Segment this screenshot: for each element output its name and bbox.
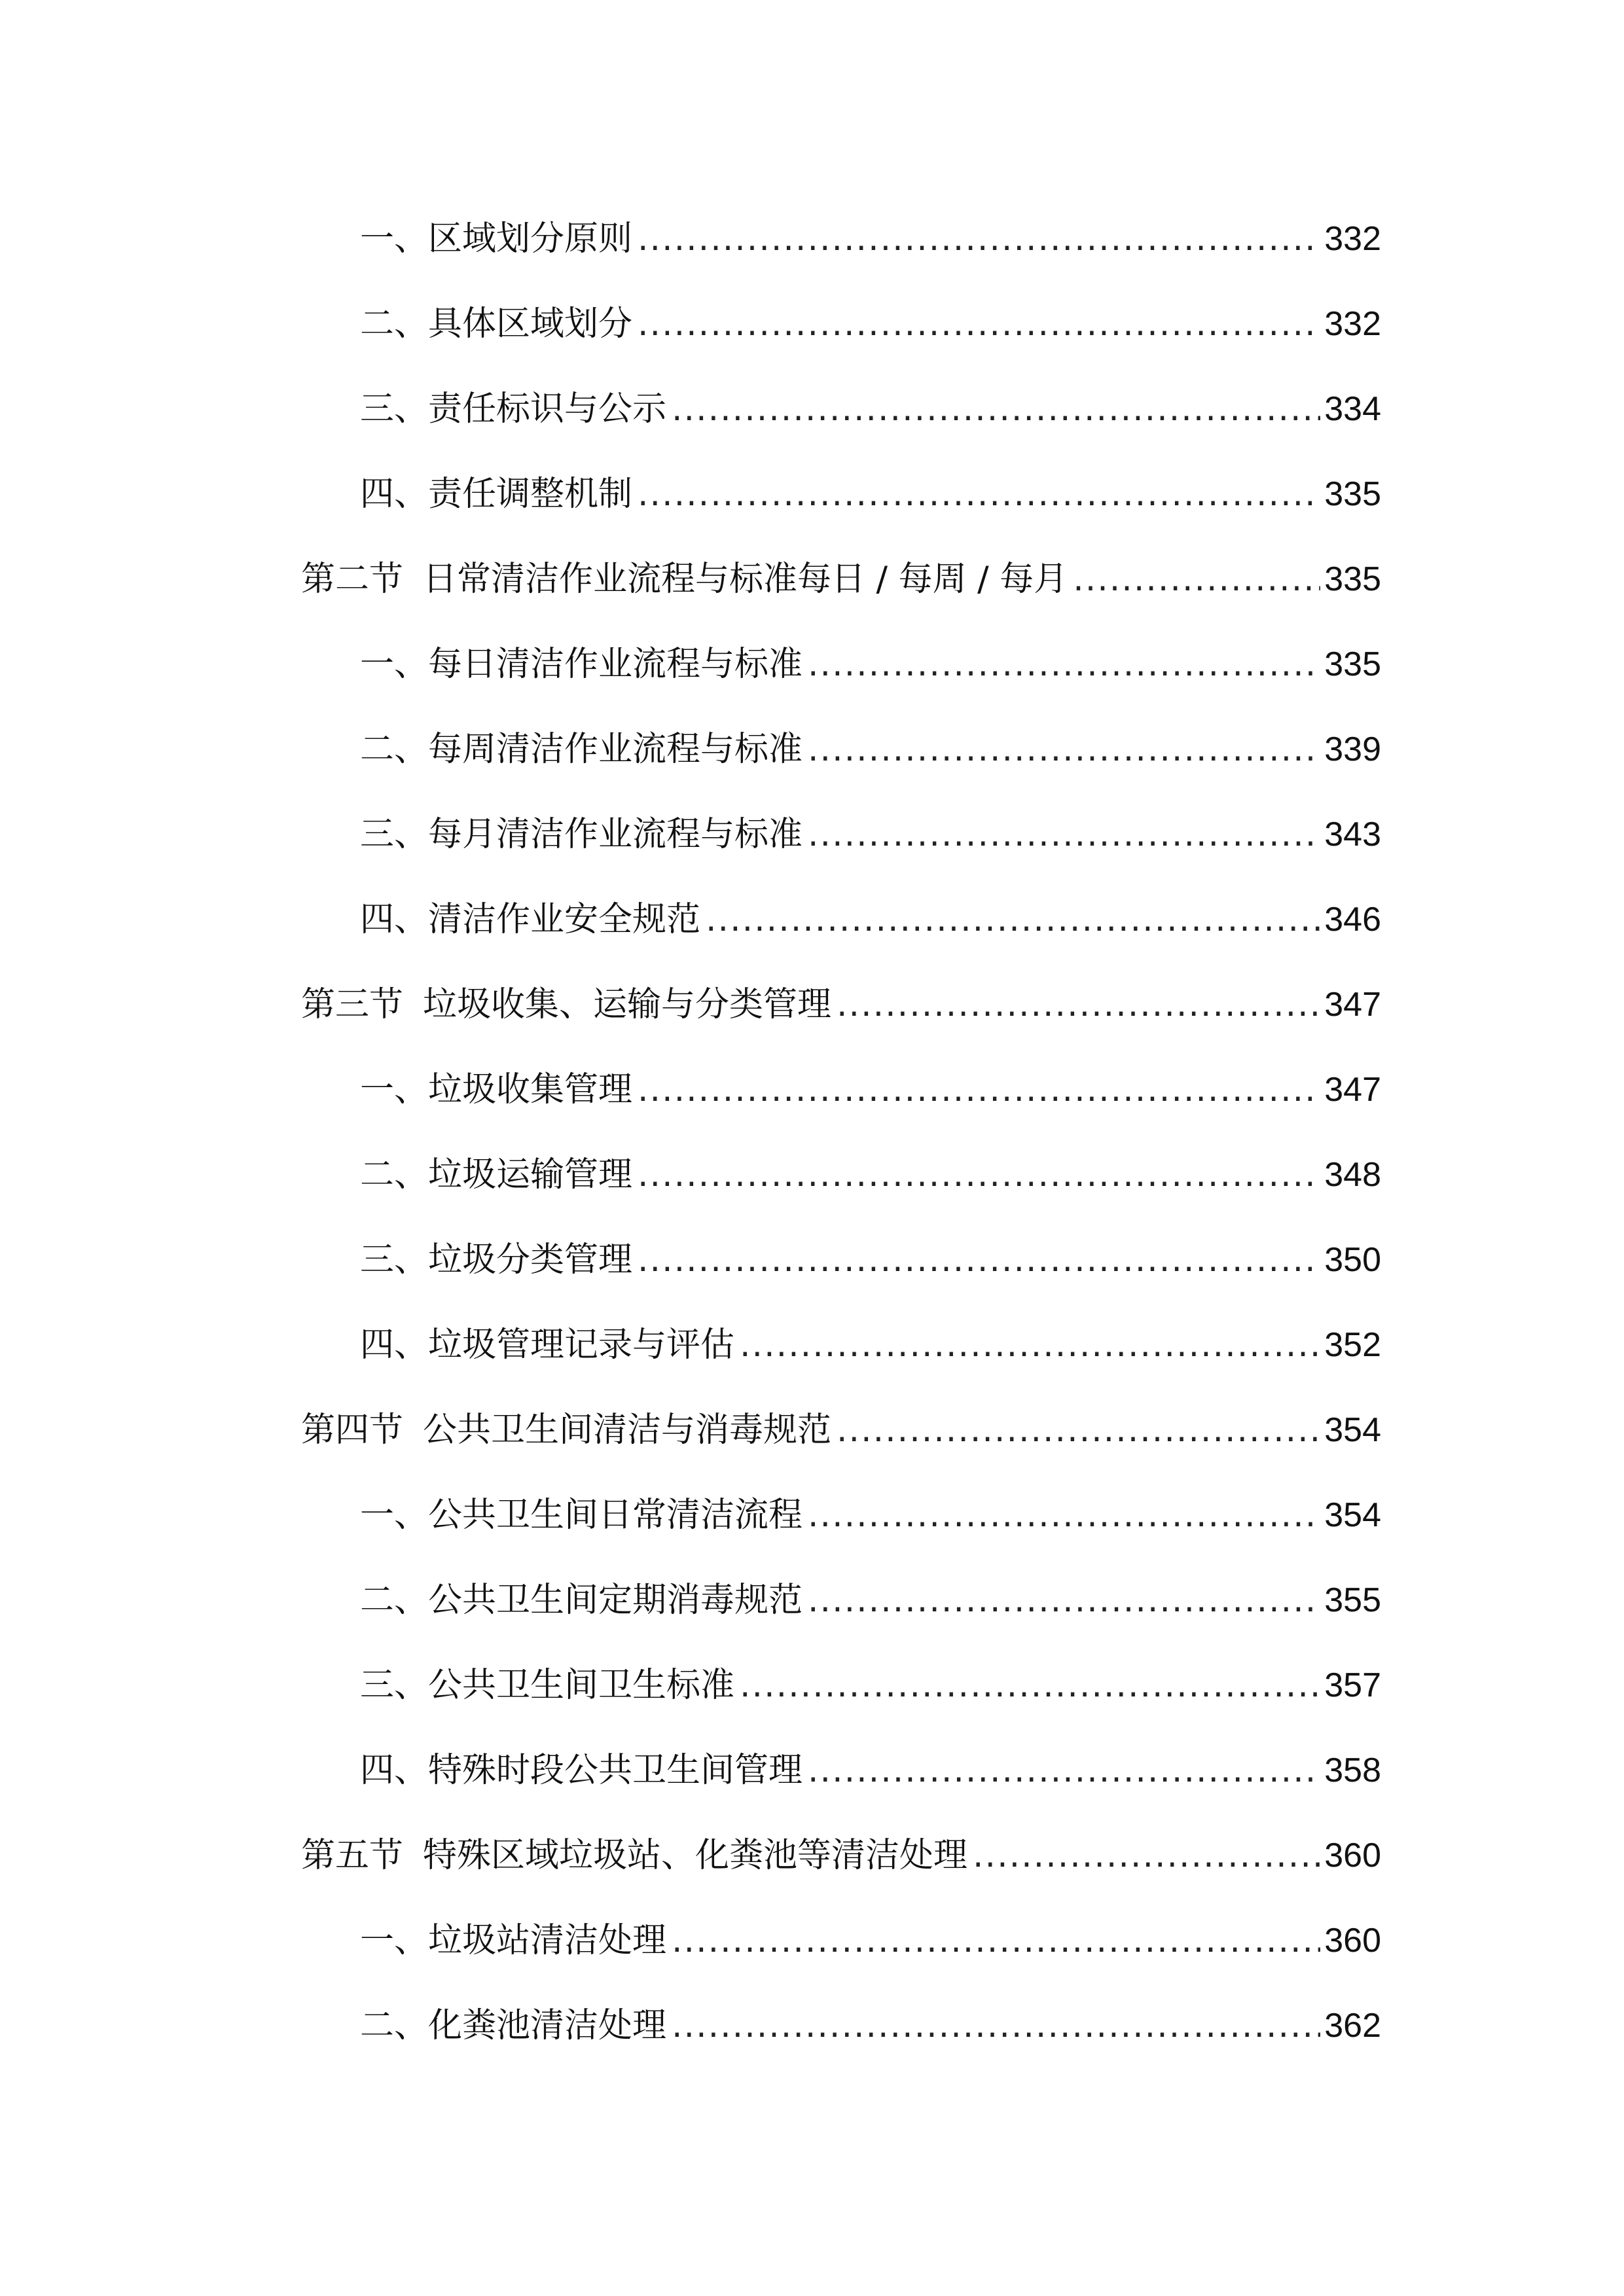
toc-entry-title: 每月清洁作业流程与标准 xyxy=(428,815,803,854)
toc-leader-dots xyxy=(808,1473,1320,1558)
toc-leader-dots xyxy=(638,196,1320,281)
toc-entry[interactable] xyxy=(301,1728,1381,1813)
toc-entry-number: 一、 xyxy=(360,219,429,259)
toc-entry[interactable] xyxy=(301,452,1381,537)
toc-entry-number: 一、 xyxy=(360,1070,429,1109)
toc-entry-title: 区域划分原则 xyxy=(428,219,633,259)
toc-leader-dots xyxy=(808,792,1320,877)
toc-page-number: 360 xyxy=(1324,1837,1381,1874)
toc-page-number: 352 xyxy=(1324,1326,1381,1364)
toc-entry-number: 二、 xyxy=(360,2006,429,2045)
toc-section-number: 第四节 xyxy=(301,1410,404,1450)
toc-entry[interactable] xyxy=(301,707,1381,792)
toc-entry-title: 垃圾收集管理 xyxy=(428,1070,633,1109)
toc-page-number: 354 xyxy=(1324,1411,1381,1449)
toc-page-number: 335 xyxy=(1324,475,1381,513)
toc-entry[interactable] xyxy=(301,1473,1381,1558)
toc-page-number: 348 xyxy=(1324,1156,1381,1194)
toc-section-entry[interactable] xyxy=(301,537,1381,622)
toc-entry[interactable] xyxy=(301,1898,1381,1983)
toc-section-title: 垃圾收集、运输与分类管理 xyxy=(423,985,832,1024)
toc-page-number: 343 xyxy=(1324,816,1381,853)
toc-page-number: 335 xyxy=(1324,645,1381,683)
toc-entry[interactable] xyxy=(301,367,1381,452)
toc-entry-title: 垃圾分类管理 xyxy=(428,1240,633,1280)
toc-page-number: 350 xyxy=(1324,1241,1381,1279)
toc-leader-dots xyxy=(672,1898,1320,1983)
toc-entry-title: 清洁作业安全规范 xyxy=(428,900,701,939)
toc-page-number: 354 xyxy=(1324,1496,1381,1534)
toc-leader-dots xyxy=(706,877,1320,962)
toc-entry-number: 二、 xyxy=(360,304,429,344)
toc-entry-number: 四、 xyxy=(360,900,429,939)
toc-entry[interactable] xyxy=(301,281,1381,367)
toc-leader-dots xyxy=(638,1217,1320,1302)
toc-entry-number: 一、 xyxy=(360,1496,429,1535)
toc-leader-dots xyxy=(808,1728,1320,1813)
toc-entry-number: 二、 xyxy=(360,1581,429,1620)
toc-entry[interactable] xyxy=(301,622,1381,707)
toc-entry-title: 特殊时段公共卫生间管理 xyxy=(428,1751,803,1790)
toc-entry[interactable] xyxy=(301,1558,1381,1643)
toc-entry-title: 责任调整机制 xyxy=(428,475,633,514)
toc-entry-number: 三、 xyxy=(360,1240,429,1280)
toc-entry[interactable] xyxy=(301,1217,1381,1302)
toc-section-number: 第三节 xyxy=(301,985,404,1024)
toc-page-number: 355 xyxy=(1324,1581,1381,1619)
toc-entry-title: 具体区域划分 xyxy=(428,304,633,344)
toc-entry-number: 四、 xyxy=(360,475,429,514)
toc-entry[interactable] xyxy=(301,196,1381,281)
toc-leader-dots xyxy=(1073,537,1320,622)
toc-page-number: 358 xyxy=(1324,1751,1381,1789)
toc-leader-dots xyxy=(808,622,1320,707)
toc-section-number: 第五节 xyxy=(301,1836,404,1875)
toc-page-number: 362 xyxy=(1324,2007,1381,2045)
toc-entry[interactable] xyxy=(301,1132,1381,1217)
toc-entry-title: 公共卫生间卫生标准 xyxy=(428,1666,735,1705)
toc-leader-dots xyxy=(808,1558,1320,1643)
toc-entry[interactable] xyxy=(301,1047,1381,1132)
toc-page-number: 332 xyxy=(1324,305,1381,343)
toc-entry-number: 三、 xyxy=(360,389,429,429)
toc-entry-title: 垃圾运输管理 xyxy=(428,1155,633,1194)
toc-leader-dots xyxy=(973,1813,1320,1898)
toc-page-number: 339 xyxy=(1324,730,1381,768)
toc-leader-dots xyxy=(837,1388,1320,1473)
toc-page-number: 347 xyxy=(1324,1071,1381,1109)
toc-entry-title: 化粪池清洁处理 xyxy=(428,2006,667,2045)
toc-entry[interactable] xyxy=(301,1302,1381,1388)
toc-page-number: 360 xyxy=(1324,1922,1381,1960)
toc-section-entry[interactable] xyxy=(301,962,1381,1047)
toc-leader-dots xyxy=(808,707,1320,792)
toc-section-entry[interactable] xyxy=(301,1813,1381,1898)
toc-leader-dots xyxy=(837,962,1320,1047)
toc-entry-title: 公共卫生间日常清洁流程 xyxy=(428,1496,803,1535)
toc-entry[interactable] xyxy=(301,1643,1381,1728)
toc-entry-title: 每日清洁作业流程与标准 xyxy=(428,645,803,684)
toc-entry-number: 四、 xyxy=(360,1751,429,1790)
toc-entry-number: 三、 xyxy=(360,1666,429,1705)
toc-section-title: 日常清洁作业流程与标准每日 / 每周 / 每月 xyxy=(423,560,1068,599)
toc-leader-dots xyxy=(740,1302,1320,1388)
toc-page-number: 332 xyxy=(1324,220,1381,258)
toc-entry-title: 公共卫生间定期消毒规范 xyxy=(428,1581,803,1620)
toc-section-number: 第二节 xyxy=(301,560,404,599)
toc-page-number: 334 xyxy=(1324,390,1381,428)
toc-section-title: 公共卫生间清洁与消毒规范 xyxy=(423,1410,832,1450)
toc-leader-dots xyxy=(672,1983,1320,2068)
toc-leader-dots xyxy=(672,367,1320,452)
toc-page-number: 347 xyxy=(1324,986,1381,1024)
toc-entry-number: 一、 xyxy=(360,1921,429,1960)
toc-page-number: 357 xyxy=(1324,1666,1381,1704)
toc-section-title: 特殊区域垃圾站、化粪池等清洁处理 xyxy=(423,1836,968,1875)
toc-entry-title: 每周清洁作业流程与标准 xyxy=(428,730,803,769)
toc-entry[interactable] xyxy=(301,877,1381,962)
toc-entry[interactable] xyxy=(301,1983,1381,2068)
toc-entry-number: 二、 xyxy=(360,1155,429,1194)
toc-entry-title: 垃圾管理记录与评估 xyxy=(428,1325,735,1365)
toc-entry[interactable] xyxy=(301,792,1381,877)
toc-section-entry[interactable] xyxy=(301,1388,1381,1473)
toc-entry-number: 四、 xyxy=(360,1325,429,1365)
table-of-contents xyxy=(301,196,1381,2068)
toc-entry-number: 一、 xyxy=(360,645,429,684)
toc-leader-dots xyxy=(740,1643,1320,1728)
toc-entry-number: 三、 xyxy=(360,815,429,854)
toc-entry-title: 垃圾站清洁处理 xyxy=(428,1921,667,1960)
toc-page-number: 335 xyxy=(1324,560,1381,598)
toc-leader-dots xyxy=(638,281,1320,367)
toc-leader-dots xyxy=(638,1132,1320,1217)
toc-leader-dots xyxy=(638,1047,1320,1132)
toc-page-number: 346 xyxy=(1324,901,1381,939)
toc-entry-number: 二、 xyxy=(360,730,429,769)
toc-leader-dots xyxy=(638,452,1320,537)
toc-entry-title: 责任标识与公示 xyxy=(428,389,667,429)
